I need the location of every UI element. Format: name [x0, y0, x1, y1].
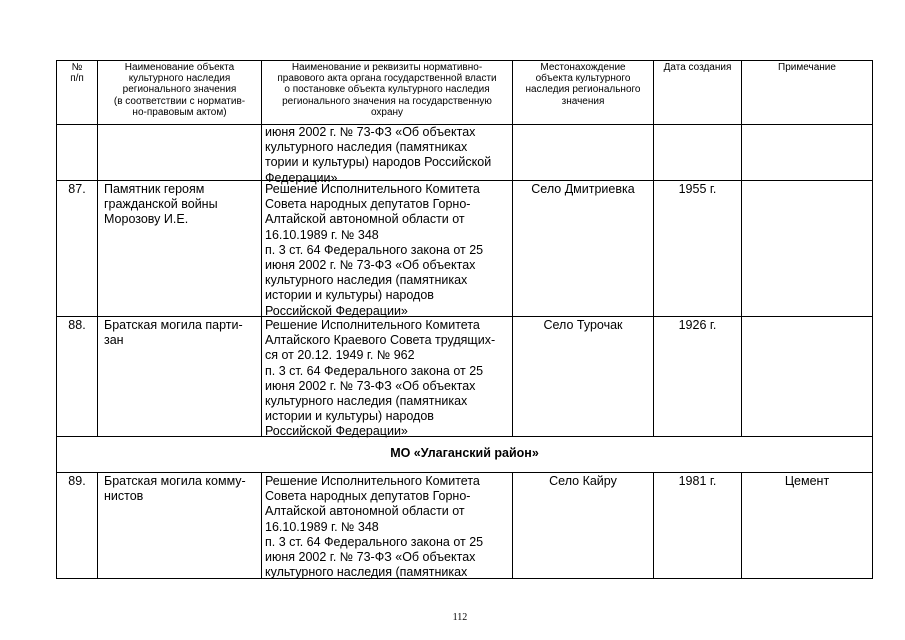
row-divider — [56, 472, 873, 473]
col-border — [872, 60, 873, 437]
header-line: п/п — [70, 73, 84, 85]
table-border-top — [56, 60, 873, 61]
act-line: Алтайской автономной области от — [265, 504, 465, 519]
header-line: о постановке объекта культурного наследия — [284, 84, 490, 96]
act-line: Российской Федерации» — [265, 303, 408, 318]
name-line: зан — [104, 333, 124, 348]
row-act — [265, 182, 483, 319]
act-line: Алтайского Краевого Совета трудящих- — [265, 333, 496, 348]
row-num: 89. — [68, 474, 86, 488]
header-line: культурного наследия — [128, 73, 231, 85]
header-line: Местонахождение — [540, 62, 626, 73]
row-note: Цемент — [784, 474, 830, 488]
act-line: Российской Федерации» — [265, 424, 408, 439]
header-line: объекта культурного — [535, 73, 631, 85]
row-act — [265, 474, 483, 580]
header-note: Примечание — [778, 62, 836, 73]
header-line: № — [71, 62, 83, 73]
col-border — [512, 60, 513, 437]
col-border — [741, 60, 742, 437]
row-name — [104, 182, 218, 228]
col-border — [56, 60, 57, 437]
header-name — [98, 62, 261, 118]
act-line: истории и культуры) народов — [265, 409, 434, 424]
name-line: гражданской войны — [104, 197, 218, 212]
name-line: нистов — [104, 489, 144, 504]
act-line: 16.10.1989 г. № 348 — [265, 227, 379, 242]
header-line: наследия регионального — [525, 84, 641, 96]
name-line: Памятник героям — [104, 182, 205, 196]
row-num: 88. — [68, 318, 86, 332]
row-name — [104, 474, 246, 504]
act-line: п. 3 ст. 64 Федерального закона от 25 — [265, 363, 484, 378]
header-num — [57, 62, 97, 84]
header-line: но-правовым актом) — [132, 106, 227, 118]
header-line: (в соответствии с норматив- — [113, 95, 246, 107]
row-date: 1926 г. — [678, 318, 717, 332]
row-num: 87. — [68, 182, 86, 196]
header-line: Наименование и реквизиты нормативно- — [291, 62, 483, 73]
header-line: охрану — [370, 106, 404, 118]
act-line: культурного наследия (памятниках — [265, 565, 468, 580]
col-border — [97, 472, 98, 579]
act-line: 16.10.1989 г. № 348 — [265, 519, 379, 534]
header-date: Дата создания — [663, 62, 732, 73]
col-border — [872, 436, 873, 473]
col-border — [261, 472, 262, 579]
act-line: Решение Исполнительного Комитета — [265, 318, 480, 332]
header-line: регионального значения — [122, 84, 237, 96]
act-line: Алтайской автономной области от — [265, 212, 465, 227]
header-line: Наименование объекта — [124, 62, 235, 73]
row-name — [104, 318, 243, 348]
act-line: п. 3 ст. 64 Федерального закона от 25 — [265, 534, 484, 549]
act-line: Федерации» — [265, 170, 338, 185]
col-border — [653, 60, 654, 437]
row-date: 1981 г. — [678, 474, 717, 488]
act-line: Решение Исполнительного Комитета — [265, 474, 480, 488]
act-line: июня 2002 г. № 73-ФЗ «Об объектах — [265, 550, 476, 565]
header-line: правового акта органа государственной власти — [277, 73, 497, 85]
act-line: истории и культуры) народов — [265, 288, 434, 303]
act-line: Совета народных депутатов Горно- — [265, 197, 471, 212]
act-line: культурного наследия (памятниках — [265, 273, 468, 288]
name-line: Братская могила парти- — [104, 318, 243, 332]
row-act — [265, 318, 495, 440]
act-line: культурного наследия (памятниках — [265, 394, 468, 409]
row-location: Село Дмитриевка — [531, 182, 635, 196]
act-line: июня 2002 г. № 73-ФЗ «Об объектах — [265, 378, 476, 393]
act-line: июня 2002 г. № 73-ФЗ «Об объектах — [265, 125, 476, 139]
act-line: тории и культуры) народов Российской — [265, 155, 492, 170]
section-title: МО «Улаганский район» — [390, 446, 539, 460]
act-line: июня 2002 г. № 73-ФЗ «Об объектах — [265, 258, 476, 273]
col-border — [872, 472, 873, 579]
continuation-act — [265, 125, 491, 186]
act-line: п. 3 ст. 64 Федерального закона от 25 — [265, 242, 484, 257]
act-line: ся от 20.12. 1949 г. № 962 — [265, 348, 415, 363]
act-line: Совета народных депутатов Горно- — [265, 489, 471, 504]
act-line: Решение Исполнительного Комитета — [265, 182, 480, 196]
act-line: культурного наследия (памятниках — [265, 140, 468, 155]
row-location: Село Турочак — [543, 318, 623, 332]
name-line: Морозову И.Е. — [104, 212, 189, 227]
row-location: Село Кайру — [549, 474, 617, 488]
header-line: значения — [561, 95, 605, 107]
row-date: 1955 г. — [678, 182, 717, 196]
page-number: 112 — [452, 612, 468, 623]
header-location — [513, 62, 653, 107]
header-act — [262, 62, 512, 118]
header-line: регионального значения на государственную — [282, 95, 492, 107]
name-line: Братская могила комму- — [104, 474, 246, 488]
